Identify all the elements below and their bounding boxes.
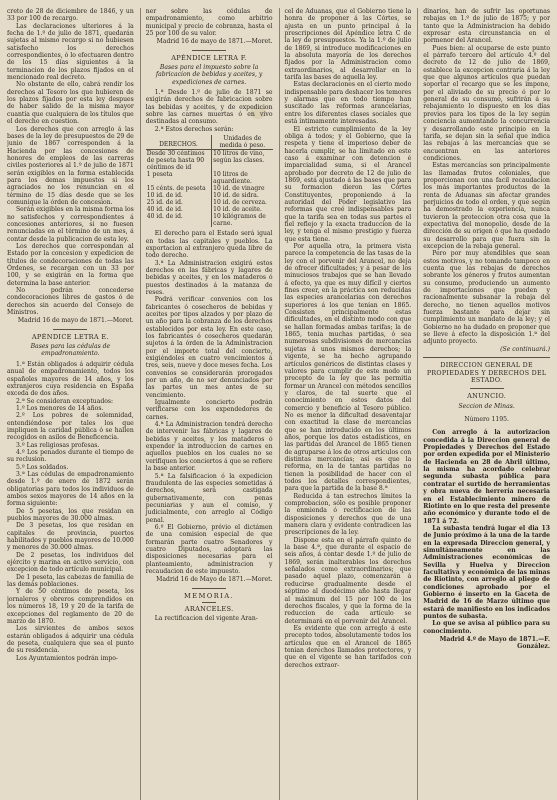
duties-table xyxy=(146,135,273,227)
table-cell: 10 kilógramos de carne. xyxy=(213,213,266,228)
section-title: MEMORIA. xyxy=(184,591,235,600)
table-cell: 15 cénts. de peseta xyxy=(146,185,212,192)
table-cell: Desde 30 céntimos de peseta hasta 90 céntimos de id xyxy=(146,150,212,172)
paragraph: Dispone esta en el párrafo quinto de la base 4.ª, que durante el espacio de seis años, á contar desde 1.º de julio de 1869, serán inalterables los derechos señalados como extraordinarios; que pasado aquel plazo, comenzarán á reducirse gradualmente desde el séptimo al duodécimo año hasta llegar al máximum del 15 por 100 de los derechos fiscales, y que la forma de la reduccion de cada artículo se determinará en el porvenir del Arancel. xyxy=(284,536,412,625)
announcement-title: ANUNCIO. xyxy=(467,392,507,401)
paragraph: No obstante de ello, cabrá rendir los derechos al Tesoro los que hubieren de los plazos fijados por esta ley despues de haber salido de la misma mayor cuantía que cualquiera de los títulos que el derecho en cuestion. xyxy=(7,81,134,126)
paragraph: La rectificacion del vigente Aran- xyxy=(154,615,258,623)
paragraph: Pues bien: al ocuparse de este punto el párrafo tercero del artículo 4.º del decreto de 12 de julio de 1869, establece la excepcion contraria á la ley que que algunos artículos que puedan soportar el recargo que se les impone, por el aliviado de su precio ó por lo general de su consumo, sufrirán á su rebajamiento lo dispuesto en los días previos para los tipos de la ley según conciencia aumentando la concurrencia y desarrollando este principio en la tarifa, se dejan sin la señal que indica las rebajas á las mercancías que se encuentran en las anteriores condiciones. xyxy=(423,44,550,162)
table-cell: 40 id. de id. xyxy=(146,206,212,213)
paragraph: Los derechos que con arreglo á las bases de la ley de presupuestos de 29 de junio de 1867 corresponden á la Hacienda por las concesiones de honores de empleos de las carreras civiles posteriores al 1.º de julio de 1871 serán exigibles en la forma establecida para los demas impuestos si los agraciados no los renuncian en el término de 15 días desde que se les comunique la órden de concesion. xyxy=(7,125,134,206)
paragraph: Los Ayuntamientos podrán impo- xyxy=(16,654,118,662)
paragraph: 6.º El Gobierno, prévio el dictámen de una comision especial de que formarán parte cuatro Senadores y cuatro Diputados, adoptará las disposiciones necesarias para el planteamiento, administracion y recaudacion de este impuesto. xyxy=(145,523,273,575)
signature: Madrid 4.º de Mayo de 1871.—F. González. xyxy=(439,636,550,651)
paragraph: De 2 pesetas, los individuos del ejército y marina en activo servicio, con excepcion de todo artículo municipal. xyxy=(7,551,134,574)
paragraph: De 5 pesetas, los que residan en pueblos mayores de 30.000 almas. xyxy=(7,507,134,523)
table-cell: 40 id. de id. xyxy=(146,213,212,227)
announcement-number: Número 1195. xyxy=(464,415,509,423)
signature: Madrid 16 de Mayo de 1871.—Moret. xyxy=(156,576,273,584)
divider xyxy=(202,602,216,603)
signature: Madrid 16 de mayo de 1871.—Moret. xyxy=(156,38,273,46)
table-cell: 10 id. de id. xyxy=(146,192,212,199)
table-cell: 10 id. de sidra. xyxy=(213,192,259,200)
section-title: APÉNDICE LETRA F. xyxy=(171,53,248,62)
paragraph: Estas declaraciones en el cierto modo indispensable para deshacer los temores y alarmas que en todo tiempo han suscitado las reformas arancelarias, entre los diferentes clases sociales que está íntimamente interesadas. xyxy=(284,81,412,126)
paragraph: Serán exigibles en la misma forma los no satisfechos y correspondientes á concesiones anteriores, si no fuesen renunciadas en el término de un mes, á contar desde la publicacion de esta ley. xyxy=(7,206,134,243)
paragraph: La subasta tendrá lugar el dia 13 de Junio próximo á la una de la tarde en la expresada Direccion general, y simultáneamente en las Administraciones económicas de Sevilla y Huelva y Direccion facultativa y económica de las minas de Riotinto, con arreglo al pliego de condiciones aprobado por el Gobierno é inserto en la Gaceta de Madrid de 16 de Marzo último que estará de manifiesto en los indicados puntos de subasta. xyxy=(423,524,550,620)
paragraph: 4.ª La Administracion tendrá derecho de intervenir las fábricas y lagares de bebidas y aceites, y los mataderos ó expender la introduccion de carnes en aquellos pueblos en los cuales no se verifiquen los conciertos á que se refiere la base anterior. xyxy=(145,421,273,473)
paragraph: Podrá verificar convenios con los fabricantes ó cosecheros de bebidas y aceites por tipos alzados y por plazo de un año para la cobranza de los derechos establecidos por esta ley. En este caso, los fabricantes ó cosecheros quedarán sujetos á la órden de la Administracion por el importe total del concierto, exigiéndoles en cuatro vencimientos á tres, seis, nueve y doce meses fecha. Los convenios se considerarán prorogados por un año, de no ser denunciados por las partes un mes antes de su vencimiento. xyxy=(145,296,273,399)
section-subtitle: Seccion de Minas. xyxy=(458,402,515,410)
table-cell: 10 id. de cerveza. xyxy=(213,199,267,207)
signature: Madrid 16 de mayo de 1871.—Moret. xyxy=(17,317,134,325)
section-title: DIRECCION GENERAL DE PROPIEDADES Y DERECHOS DEL ESTADO. xyxy=(426,362,547,384)
paragraph: Es evidente que con arreglo á este precepto todos, absolutamente todos los artículos que en el Arancel de 1865 tenian derechos llamados protectores, y que en el vigente se han tarifados con derechos extraor- xyxy=(284,624,412,669)
paragraph: Y de 50 céntimos de peseta, los jornaleros y obreros comprendidos en los números 18, 19 y 20 de la tarifa de excepciones del reglamento de 20 de marzo de 1870. xyxy=(7,588,134,625)
divider xyxy=(53,329,87,330)
list-item: 2.º Los pobres de solemnidad, entendiéndose por tales los que impliquen la caridad pública ó se hallen recogidos en asilos de Beneficencia. xyxy=(7,412,134,442)
table-cell: 1 peseta xyxy=(146,171,212,185)
paragraph: Por aquella otra, la primera vista parece la competencia de las tasas de la ley con el porvenir del Arancel, no deja de ofrecer dificultades; y á pesar de los minuciosos trabajos que se han llevado á efecto, ya que es muy difícil y ciertos fines creer, en la práctica son reducidas las especies arancelarias con derechos superiores á los que tenian en 1865. Consisten principalmente estas dificultades, en el distinto modo con que se hallan formadas ambas tarifas; la de 1865, tenia muchas partidas, ó sea numerosas subdivisiones de mercancías sujetas á unos mismos derechos; la vigente, se ha hecho agrupando artículos genéricos de distintas clases y valores para cumplir de este modo un precepto de la ley que las permitia formar un Arancel con métodos sencillos y claros, de tal suerte que el conocimiento en estos datos del comercio y beneficio al Tesoro público. No es menor la dificultad desaventajar con exactitud la clase de mercancías que se han introducido en los últimos años, porque los datos estadísticos, en las partidas del Arancel de 1865 tienen de agruparse á los de otros artículos con distintas mercancías; así es que la reforma, en la de tantas partidas no tienen la posibilidad de hacer con el todos los detalles correspondientes, para que la partida de la base 8.ª xyxy=(284,243,412,493)
table-header: DERECHOS. xyxy=(146,135,212,150)
list-item: 4.º Los penados durante el tiempo de su reclusion. xyxy=(7,448,134,464)
section-subtitle: Bases para las cédulas de empadronamiento. xyxy=(30,343,111,358)
paragraph: Reducida á tan estrechos límites la comprobacion, sólo es posible proponer la enmienda ó rectificacion de las disposiciones y derechos que de una manera clara y evidente contradicen las prescripciones de la ley. xyxy=(284,492,412,537)
table-cell: 25 id. de id. xyxy=(146,199,212,206)
paragraph: No podrán concederse condecoraciones libres de gastos ó de derechos sin acuerdo del Consejo de Ministros. xyxy=(7,287,134,317)
paragraph: 1.ª Están obligados á adquirir cédula anual de empadronamiento, todos los españoles mayores de 14 años, y los extranjeros cuya residencia en España exceda de dos años. xyxy=(7,360,134,398)
paragraph: Las declaraciones ulteriores á la fecha de 1.º de julio de 1871, quedarán sujetas al mismo recargo si no hubiesen satisfecho los derechos correspondientes, ó lo efectuaren dentro de los 15 días siguientes á la terminacion de los plazos fijados en el mencionado real decreto. xyxy=(7,22,134,82)
paragraph: 1.ª Desde 1.º de julio de 1871 se exigirán derechos de fabricacion sobre las bebidas y aceites, y de expedicion sobre las carnes muertas ó en vivo destinadas al consumo. xyxy=(145,89,273,126)
paragraph: Con arreglo á la autorizacion concedida á la Direccion general de Propiedades y Derechos del Estado por orden expedida por el Ministerio de Hacienda en 28 de Abril último, la misma ha acordado celebrar segunda subasta pública para contratar el surtido de herramientas y obra nueva de herrería necesaria en el Establecimiento minero de Riotinto en lo que resta del presente año económico y durante todo el de 1871 á 72. xyxy=(423,429,550,525)
paragraph: De 1 peseta, las cabezas de familia de las demás poblaciones. xyxy=(7,573,134,589)
continued-note: (Se continuará.) xyxy=(500,345,550,353)
table-cell: 10 id. de vinagre xyxy=(213,185,265,193)
column-1 xyxy=(7,8,134,800)
divider xyxy=(423,357,550,358)
column-2 xyxy=(140,8,273,800)
column-3 xyxy=(279,8,412,800)
paragraph: 5.ª La falsificacion ó la expedicion fraudulenta de las especies sometidas á derechos, será castigada gubernativamente, con penas pecuniarias y aun el comiso, y judicialmente, con arreglo al Código penal. xyxy=(145,472,273,524)
list-item: 3.º Las religiosas profesas. xyxy=(16,441,100,449)
table-cell: 10 litros de aguardiente. xyxy=(213,171,252,186)
divider xyxy=(470,388,504,389)
column-4 xyxy=(417,8,550,800)
paragraph: 3.ª La Administracion exigirá estos derechos en las fábricas y lagares de bebidas y aceites, y en los mataderos ó puestos destinados á la matanza de reses. xyxy=(145,259,273,296)
paragraph: De 3 pesetas, los que residan en capitales de provincia, puertos habilitados y pueblos mayores de 10.000 y menores de 30.000 almas. xyxy=(7,522,134,552)
paragraph: Igualmente concierto podrán verificarse con los expendedores de carnes. xyxy=(145,399,273,421)
paragraph: 2.ª Estos derechos serán: xyxy=(154,125,234,133)
paragraph: ner sobre las cédulas de empadronamiento, como arbitrio municipal y precio de cobranza, hasta el 25 por 100 de su valor. xyxy=(145,8,273,38)
table-cell: 10 litros de vino, según las clases. xyxy=(213,150,265,165)
paragraph: creto de 28 de diciembre de 1846, y un 33 por 100 de recargo. xyxy=(7,8,134,23)
section-title: ARANCELES. xyxy=(184,605,234,613)
paragraph: dinarios, han de sufrir las oportunas rebajas en 1.º de julio de 1875; y por tanto que la Administracion ha debido expresar esta circunstancia en el pormenor del Arancel. xyxy=(423,8,550,45)
paragraph: cel de Aduanas, que el Gobierno tiene la honra de proponer á las Córtes, se ajusta en un punto principal á la prescripciones del Apéndice letra C de la ley de presupuestos. Ya la 1.º de julio de 1869, si introduce modificaciones en la absoluta mayoría de los derechos fijados por la Administracion como extraordinarios, al desarrollar en la tarifa las bases de aquella ley. xyxy=(284,8,412,82)
paragraph: El estricto cumplimiento de la ley obliga á todos; y el Gobierno, que la respeta y tiene el imperioso deber de hacerla cumplir, se ha limitado en este caso á examinar con detencion é imparcialidad suma, si el Arancel aprobado por decreto de 12 de julio de 1869, está ajustado á las bases que para su formacion dieron las Córtes Constituyentes, proponiendo á la autoridad del Poder legislativo las reformas que creé indispensables para que la tarifa sea en todas sus partes el fiel reflejo y la exacta traduccion de la ley, y tenga el mismo prestigio y fuerza que esta tiene. xyxy=(284,125,412,243)
paragraph: Estas mercancías son principalmente las llamadas frutos coloniales, que proporcionan con una facil recaudacion los más importantes productos de la renta de Aduanas sin afectar grandes perjuicios de todo el orden, y que según ha demostrado la experiencia, nunca tuvieron la proteccion otra cosa que la expectativa del monopolio, desde de la dirección de su origen ó que ha quedado su desarrollo para que fuera sin la excepcion de la rebaja general. xyxy=(423,162,550,250)
paragraph: Los sirvientes de ambos sexos estarán obligados á adquirir una cédula de peseta, cualquiera que sea el punto de su residencia. xyxy=(7,625,134,655)
list-item: 5.º Los soldados. xyxy=(16,463,69,471)
table-header: Unidades de medida ó peso. xyxy=(212,135,273,150)
paragraph: 2.ª Se consideran exceptuados: xyxy=(16,397,114,405)
list-item: 1.º Los menores de 14 años. xyxy=(16,404,104,412)
paragraph: 3.ª Las cédulas de empadronamiento desde 1.º de enero de 1872 serán obligatorias para todos los individuos de ambos sexos mayores de 14 años en la forma siguiente: xyxy=(7,470,134,508)
section-subtitle: Bases para el impuesto sobre la fabricacion de bebidas y aceites, y expediciones de carnes. xyxy=(155,64,263,86)
paragraph: El derecho para el Estado será igual en todas las capitales y pueblos. La exportacion al extranjero queda libre de todo derecho. xyxy=(145,230,273,260)
paragraph: Pero por muy atendibles que sean estos motivos, y no tomando tampoco en cuenta que las rebajas de derechos sobrante los géneros y frutos aumentan su consumo, produciendo un aumento de importaciones que pueden y racionalmente subsanar la rebaja del derecho, no tienen aquellos motivos fuerza bastante para dejar sin cumplimiento un mandato de la ley; y el Gobierno no ha dudado en proponer que se lleve á efecto la disposicion 1.ª del adjunto proyecto. xyxy=(423,250,550,346)
divider xyxy=(192,50,226,51)
paragraph: Lo que se avisa al público para su conocimiento. xyxy=(423,620,550,635)
paragraph: Los derechos que correspondan al Estado por la concesion y expedicion de títulos de condecoraciones de todas las Órdenes, se recargan con un 33 por 100, y se exigirán en la forma que determina la base anterior. xyxy=(7,243,134,287)
section-title: APÉNDICE LETRA E. xyxy=(31,332,109,341)
table-cell: 10 id. de aceite. xyxy=(213,206,262,214)
divider xyxy=(192,588,226,589)
